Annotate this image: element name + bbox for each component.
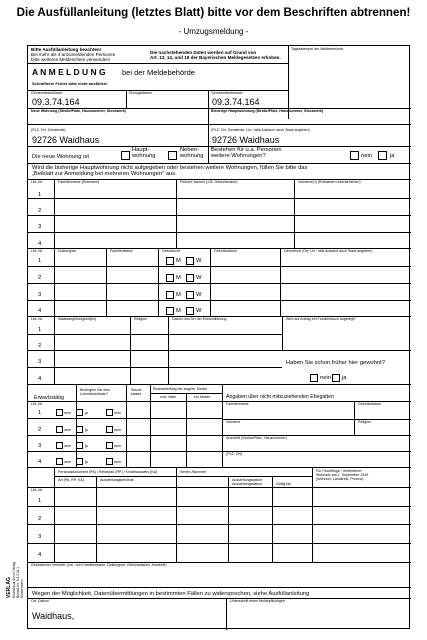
notice-left-3: bitte weiteres Meldeschein verwenden! (31, 57, 111, 62)
gemeindeschluessel2-value[interactable]: 09.3.74.164 (212, 97, 260, 107)
plz-ort2-value[interactable]: 92726 Waidhaus (212, 135, 280, 145)
geschlecht-m-4[interactable] (166, 307, 174, 315)
notice-mid-1: Die nachstehenden Daten werden auf Grund von (150, 50, 257, 55)
lst-nein-1[interactable] (106, 409, 113, 416)
registration-form: Bitte Ausfüllanleitung beachten! Bei mehr als 4 anzumeldenden Personen bitte weiteres Meldeschein verwenden! Die nachstehenden Daten werden auf Grund von Art. 13, 14, und 18 der Bayerischen Meldegesetzes erhoben. Tagesstempel der Meldebehörde A N M E L D U N G bei der Meldebehörde Schraffierte Felder bitte nicht ausfüllen! Gemeindeschlüssel 09.3.74.164 Einzugsdatum Gemeindeschlüssel 09.3.74.164 Neue Wohnung (Straße/Platz, Hausnummer, Stockwerk) Bisherige Hauptwohnung (Straße/Platz, Hausnummer, Stockwerk) (PLZ, Ort, Gemeinde) 92726 Waidhaus (PLZ, Ort, Gemeinde, Lkr.; falls Ausland: auch Staat angeben) 92726 Waidhaus Die neue Wohnung ist Haupt- wohnung Neben- wohnung Bestehen für u.a. Personen weitere Wohnungen? nein ja Wird die bisherige Hauptwohnung nicht aufgegeben oder bestehen weitere Wohnungen, füllen Sie bitte das „Beiblatt zur Anmeldung bei mehreren Wohnungen" aus. Lfd.-Nr. Familienname (Ehename) Frühere Namen (z.B. Geburtsname) Vorname(n) (Rufnamen unterstreichen) 1 2 3 4 Lfd.-Nr. Doktorgrad Familienstand Geschlecht Geburtsdatum Geburtsort (Ort, Lkr.; falls Ausland auch Staat angeben) 1 M W 2 M W 3 M W 4 M W Lfd.-Nr. Staatsangehörigkeit(en) Religion Datum und Ort der Eheschließung Wird auf Antrag ein Familienbuch angelegt? 1 2 3 Haben Sie schon früher hier gewohnt? 4 nein ja Erwerbstätig Bedingten Sie eine Lohnsteuerkarte? Steuer- klasse Rechtsstellung der angem. Kinder zum Vater zur Mutter Angaben über nicht mitzuziehenden Ehegatten Lfd.-Nr. Familienname Geburtsdatum Vorname Religion Anschrift (Straße/Platz, Hausnummer) (PLZ, Ort) 1 nein ja nein 2 nein ja nein 3 nein ja nein 4 nein ja nein Personaldokument (PA) / Reisepaß (RP) / Kinderausweis (KA) Art (PA, RP, KA) Ausstellungsbehörde Serien-/Nummer Ausstellungsdatum Ausstellungsdatum Gültig bis Für Flüchtlinge / Vertriebene: Wohnsitz am 1. September 1939 (Wohnort, Landkreis, Provinz) Lfd.-Nr. 1 2 3 4 Gesetzlicher Vertreter (Vor- und Familienname, Doktorgrad, Geburtsdatum, Anschrift) Wegen der Möglichkeit, Datenübermittlungen in bestimmten Fällen zu widersprechen, siehe Ausfüllanleitung Ort, Datum Waidhaus, Unterschrift eines Meldepflichtigen (27, 45, 410, 629)
geschlecht-w-2[interactable] (186, 274, 194, 282)
page-title: Die Ausfüllanleitung (letztes Blatt) bitte vor dem Beschriften abtrennen! (16, 6, 411, 19)
geschlecht-m-1[interactable] (166, 257, 174, 265)
lst-nein-4[interactable] (106, 458, 113, 465)
erwerb-nein-4[interactable] (56, 458, 63, 465)
erwerb-ja-4[interactable] (76, 458, 83, 465)
anmeldung-title: A N M E L D U N G (32, 67, 106, 77)
erwerb-nein-1[interactable] (56, 409, 63, 416)
widerspruch-text: Wegen der Möglichkeit, Datenübermittlungen in bestimmten Fällen zu widersprechen, siehe Ausfüllanleitung (32, 591, 310, 597)
frueher-nein-checkbox[interactable] (310, 374, 318, 382)
weitere-wohnungen-ja[interactable] (378, 151, 387, 160)
anmeldung-note: Schraffierte Felder bitte nicht ausfüllen! (32, 81, 108, 86)
gemeindeschluessel-value[interactable]: 09.3.74.164 (32, 97, 80, 107)
publisher-logo: VERLAG (6, 577, 12, 598)
erwerb-ja-1[interactable] (76, 409, 83, 416)
publisher-sidebar: VERLAG Kommunal Schul Verlag Bestell-Nr. 6.5.3 /A.1 Mustermann (6, 561, 24, 598)
nebenwohnung-checkbox[interactable] (168, 151, 177, 160)
page-subtitle: - Umzugsmeldung - (178, 27, 249, 36)
lst-nein-3[interactable] (106, 442, 113, 449)
stamp-label: Tagesstempel der Meldebehörde (291, 47, 344, 51)
weitere-wohnungen-nein[interactable] (350, 151, 359, 160)
frueher-ja-checkbox[interactable] (332, 374, 340, 382)
erwerb-nein-3[interactable] (56, 442, 63, 449)
geschlecht-w-1[interactable] (186, 257, 194, 265)
notice-left-2: Bei mehr als 4 anzumeldenden Personen (31, 52, 116, 57)
erwerb-nein-2[interactable] (56, 426, 63, 433)
erwerb-ja-3[interactable] (76, 442, 83, 449)
lst-nein-2[interactable] (106, 426, 113, 433)
hauptwohnung-checkbox[interactable] (121, 151, 130, 160)
notice-mid-2: Art. 13, 14, und 18 der Bayerischen Meldegesetzes erhoben. (150, 55, 281, 60)
geschlecht-w-3[interactable] (186, 291, 194, 299)
geschlecht-m-2[interactable] (166, 274, 174, 282)
vertreter-label: Gesetzlicher Vertreter (Vor- und Familienname, Doktorgrad, Geburtsdatum, Anschrift) (31, 563, 167, 567)
anmeldung-suffix: bei der Meldebehörde (122, 68, 195, 77)
notice-left-1: Bitte Ausfüllanleitung beachten! (31, 47, 102, 52)
unterschrift-label: Unterschrift eines Meldepflichtigen (230, 599, 285, 603)
geschlecht-w-4[interactable] (186, 307, 194, 315)
plz-ort-value[interactable]: 92726 Waidhaus (32, 135, 100, 145)
ort-datum-value[interactable]: Waidhaus, (32, 611, 75, 621)
erwerb-ja-2[interactable] (76, 426, 83, 433)
geschlecht-m-3[interactable] (166, 291, 174, 299)
